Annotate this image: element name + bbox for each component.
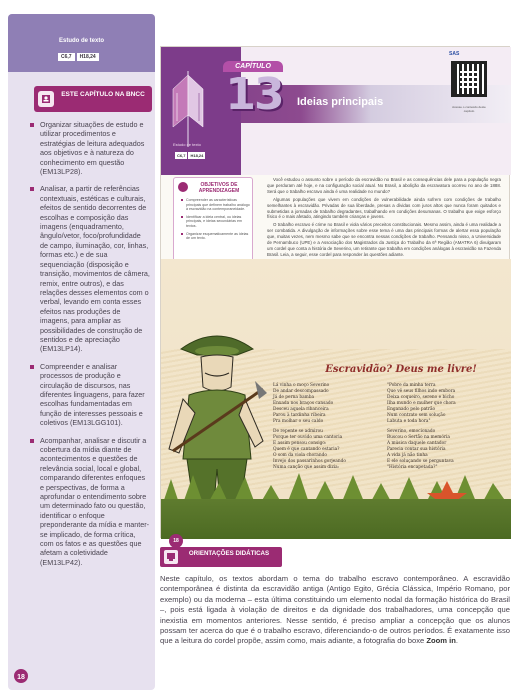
poem-line: A vida já não tinha xyxy=(387,453,428,458)
competency-code: C6,7 xyxy=(58,53,75,61)
poem-line: Parou à tardinha ribeira xyxy=(273,413,326,418)
flag-illustration-icon xyxy=(169,69,207,149)
header-competency-code: C6,7 xyxy=(177,153,186,158)
poem-line: Buscou o Sertão na memória xyxy=(387,435,450,440)
poem-line: Numa canção que assim dizia: xyxy=(273,465,340,470)
poem-line: Pra molhar o seu caldo xyxy=(273,419,324,424)
poem-line: Já de perna bamba xyxy=(273,395,315,400)
header-codes xyxy=(175,153,206,158)
poem-line: Ilha mundo e mulher que chora xyxy=(387,401,456,406)
teacher-icon xyxy=(164,550,178,564)
bncc-item: Analisar, a partir de referências contextuais, estéticas e culturais, efeitos de sentido decorrentes de escolhas e composição das imagens (enquadramento, ângulo/vetor, foco/profundidade de campo, iluminação, cor, linhas, formas etc.) e de sua sequenciação (disposição e transição, movimentos de câmera, remix, entre outros), e das relações desses elementos com o verbal, levando em conta esses efeitos nas produções de imagens, para ampliar as possibilidades de construção de sentidos e de apreciação (EM13LP14). xyxy=(40,184,150,354)
cordel-illustration xyxy=(161,259,511,544)
objective-item: Organizar esquematicamente as ideias de um texto. xyxy=(186,231,249,241)
poem-line: E assim pensou consigo: xyxy=(273,441,327,446)
bncc-header xyxy=(34,86,152,112)
sas-logo: SAS xyxy=(449,51,460,57)
poem-line: Num contrato sem solução xyxy=(387,413,446,418)
qr-caption: Acesse o conteúdo deste capítulo xyxy=(452,105,486,113)
orientations-header xyxy=(160,547,282,567)
chapter-number: 13 xyxy=(225,69,283,120)
poem-line: Que vê seus filhos indo embora xyxy=(387,389,456,394)
poem-line: Deixa coqueiro, sereno e bicho xyxy=(387,395,455,400)
intro-paragraph: Algumas populações que vivem em condições de vulnerabilidade ainda sofrem com condições de trabalho semelhantes à escravidão. Privadas de sua liberdade, presas a dívidas com juros altos que nunca foram quitados e submetidas a jornadas de trabalho degradantes, trabalhando em condições desumanas. O trabalho que exige esforço físico é o mais afetado, atingindo também crianças e jovens. xyxy=(267,196,501,220)
poem-stanza xyxy=(387,383,497,425)
orientations-end: . xyxy=(455,636,459,646)
poem-stanza xyxy=(387,429,497,471)
intro-paragraph: Você estudou o assunto sobre o período da escravidão no Brasil e as consequências dele para a população negra que perduram até hoje, e na configuração social atual. No Brasil, a abolição da escravatura ocorreu no ano de 1888. Será que o trabalho escravo ainda é uma realidade no mundo? xyxy=(267,177,501,194)
poem-line: Severino, emocionado xyxy=(387,429,436,434)
poem-line: "História encapetada?" xyxy=(387,465,438,470)
poem-line: Labuta e toda hora" xyxy=(387,419,431,424)
bncc-book-icon xyxy=(38,91,54,107)
objective-item: Compreender as características principais que definem trabalho análogo à escravidão na contemporaneidade. xyxy=(186,198,250,212)
sidebar-kicker: Estudo de texto xyxy=(58,38,104,44)
objectives-title: OBJETIVOS DE APRENDIZAGEM xyxy=(198,182,240,194)
sidebar-header xyxy=(8,14,155,72)
poem-column-left xyxy=(273,383,381,475)
objective-item: Identificar a ideia central, ou ideias principais, e ideias secundárias em textos. xyxy=(186,215,250,229)
poem-line: Quem é que cantando estaria? xyxy=(273,447,340,452)
poem-line: De repente se admirou xyxy=(273,429,323,434)
chapter-title: Ideias principais xyxy=(297,96,384,108)
qr-code-icon xyxy=(451,61,487,97)
intro-paragraph: O trabalho escravo é crime no Brasil e viola vários preceitos constitucionais. Mesmo assim, ainda é uma realidade a ser combatida. A divulgação de informações sobre esse tema é uma das principais formas de alertar essa população que, muitas vezes, nem mesmo sabe que se encontra nessas condições de trabalho. Pensando nisso, a Universidade de Pernambuco (UPE) e a Associação dos Magistrados da Justiça do Trabalho da 6ª Região (AMATRA 6) divulgaram um cordel que conta a história de Severino, um retirante que trabalha em condições análogas à escravidão na Fazenda Brasil. Leia, a seguir, esse cordel para responder às questões adiante. xyxy=(267,222,501,257)
poem-line: A música daquele cantador xyxy=(387,441,447,446)
bncc-item: Compreender e analisar processos de produção e circulação de discursos, nas diferentes linguagens, para fazer escolhas fundamentadas em função de interesses pessoais e coletivos (EM13LGG101). xyxy=(40,362,150,428)
poem-line: Porque ter ouvido uma cantoria xyxy=(273,435,343,440)
chapter-intro-text xyxy=(267,177,501,260)
poem-line: Desceu aquela ribanceira xyxy=(273,407,329,412)
page-number: 18 xyxy=(12,667,30,685)
poem-line: Parecia contar sua história xyxy=(387,447,446,452)
poem-line: Invejo dos passarinhos gorjeando xyxy=(273,459,346,464)
bncc-list xyxy=(40,120,150,575)
poem-column-right xyxy=(387,383,497,475)
skill-code: H18,24 xyxy=(77,53,99,61)
orientations-body: Neste capítulo, os textos abordam o tema do trabalho escravo contemporâneo. A escravidão contemporânea é distinta da escravidão antiga (Antigo Egito, Grécia Clássica, Império Romano, por exemplo) ou da moderna – esta última constituindo um elemento nodal da formação histórica do Brasil –, pois está ligada à violação de direitos e da dignidade dos trabalhadores, uma concepção que inexistia em momentos anteriores. Nesse sentido, é preciso ampliar a concepção que os alunos possam ter acerca do que é o trabalho escravo, diferenciando-o de outros períodos. É exatamente isso que a leitura do cordel propõe, assim como, mais adiante, a fotografia do boxe xyxy=(160,574,510,646)
poem-line: "Pobre da minha terra xyxy=(387,383,436,388)
book-page-number: 18 xyxy=(169,534,183,548)
chapter-header xyxy=(161,47,511,175)
poem-line: E ele soluçando se perguntava xyxy=(387,459,454,464)
ground xyxy=(161,499,511,539)
sidebar-codes xyxy=(58,53,101,61)
orientations-title: ORIENTAÇÕES DIDÁTICAS xyxy=(188,550,270,557)
zoom-in-term: Zoom in xyxy=(426,636,456,646)
poem-line: De andar descompassado xyxy=(273,389,329,394)
poem-line: O som da viola chorando xyxy=(273,453,327,458)
orientations-text xyxy=(160,574,510,647)
poem-line: Enxada nos braços cansado xyxy=(273,401,334,406)
poem-line: Enganado pelo patrão xyxy=(387,407,436,412)
bncc-title: ESTE CAPÍTULO NA BNCC xyxy=(61,91,145,98)
header-skill-code: H18,24 xyxy=(190,153,204,158)
book-page-thumbnail xyxy=(160,46,510,544)
chapter-label: CAPÍTULO xyxy=(223,61,283,72)
header-kicker: Estudo de texto xyxy=(173,142,201,147)
objectives-list xyxy=(186,198,250,244)
target-icon xyxy=(178,182,188,192)
poem-line: Lá vinha o moço Severino xyxy=(273,383,330,388)
bncc-item: Organizar situações de estudo e utilizar procedimentos e estratégias de leitura adequados aos objetivos e à natureza do conhecimento em questão (EM13LP28). xyxy=(40,120,150,176)
poem-stanza xyxy=(273,383,381,425)
poem-title: Escravidão? Deus me livre! xyxy=(325,364,477,375)
bncc-item: Acompanhar, analisar e discutir a cobertura da mídia diante de acontecimentos e questões de relevância social, local e global, comparando diferentes enfoques e perspectivas, de forma a aprofundar o entendimento sobre um determinado fato ou questão, identificar o enfoque preponderante da mídia e manter-se implicado, de forma crítica, com os fatos e as questões que afetam a coletividade (EM13LP42). xyxy=(40,435,150,567)
poem-stanza xyxy=(273,429,381,471)
